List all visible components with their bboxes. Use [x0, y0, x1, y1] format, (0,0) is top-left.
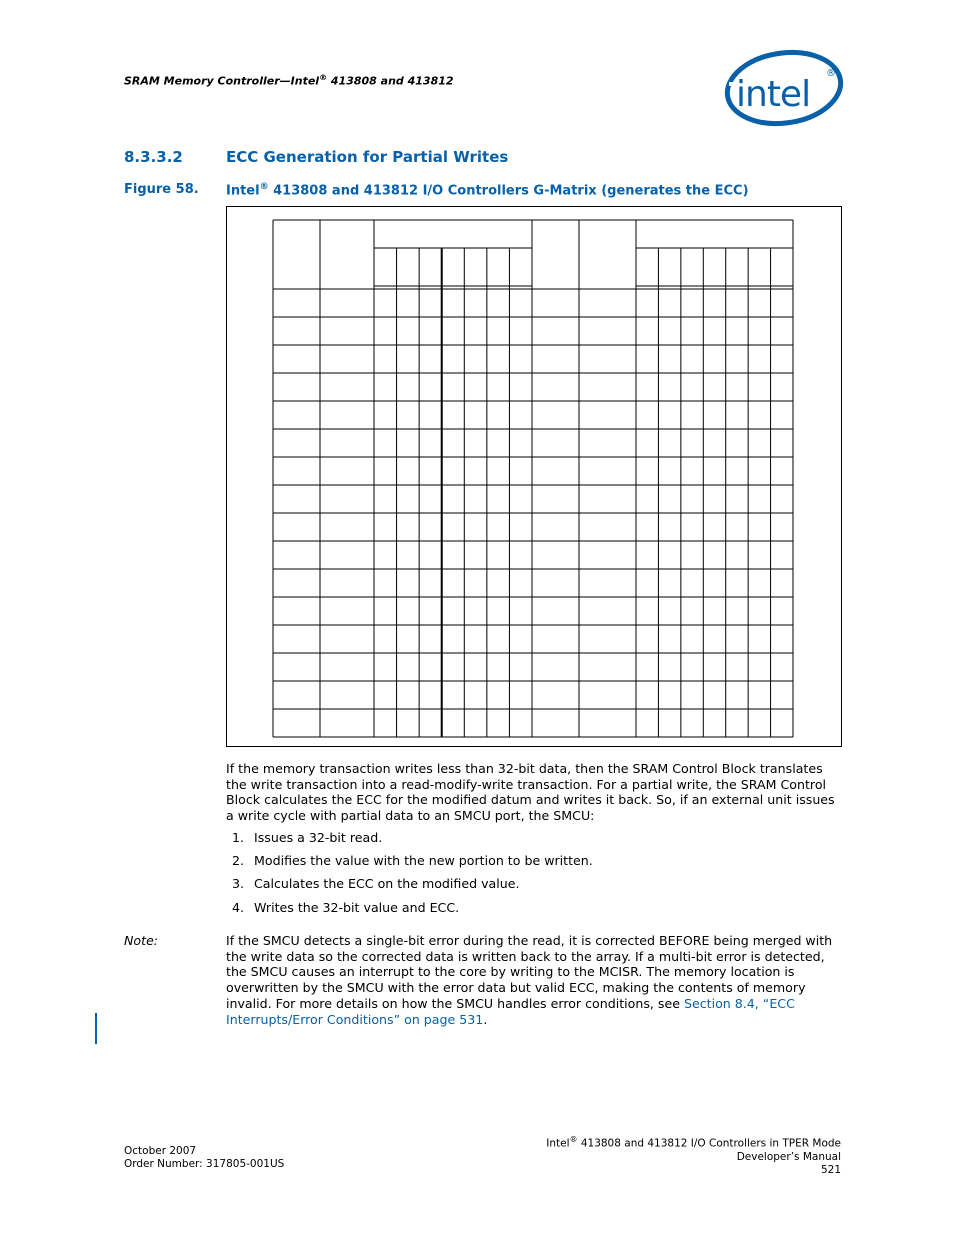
section-title: ECC Generation for Partial Writes [226, 148, 509, 166]
list-item: 3. Calculates the ECC on the modified value. [232, 876, 520, 891]
intel-logo [722, 46, 846, 130]
figure-title: Intel® 413808 and 413812 I/O Controllers G-Matrix (generates the ECC) [226, 182, 749, 199]
section-link[interactable]: Section 8.4, “ECC Interrupts/Error Conditions” on page 531 [226, 995, 795, 1027]
footer-left [124, 1145, 284, 1171]
note-label: Note: [124, 933, 159, 948]
running-header: SRAM Memory Controller—Intel® 413808 and 413812 [124, 73, 454, 88]
footer-order-number: Order Number: 317805-001US [124, 1158, 285, 1170]
footer-doc-subtitle: Developer’s Manual [736, 1150, 841, 1163]
footer-doc-title: Intel® 413808 and 413812 I/O Controllers in TPER Mode [546, 1135, 841, 1150]
list-item: 2. Modifies the value with the new portion to be written. [232, 853, 593, 868]
section-number: 8.3.3.2 [124, 148, 183, 166]
list-item: 4. Writes the 32-bit value and ECC. [232, 900, 460, 915]
footer-right [546, 1133, 841, 1177]
figure-frame [226, 206, 842, 747]
footer-page-number: 521 [820, 1163, 841, 1176]
note-text: If the SMCU detects a single-bit error during the read, it is corrected BEFORE being merged with the write data so the corrected data is written back to the array. If a multi-bit error is detected, the SMCU causes an interrupt to the core by writing to the MCISR. The memory location is overwritten by the SMCU with the error data but valid ECC, making the contents of memory invalid. For more details on how the SMCU handles error conditions, see Section 8.4, “ECC Interrupts/Error Conditions” on page 531. [226, 933, 833, 1027]
footer-date: October 2007 [124, 1145, 197, 1157]
figure-label: Figure 58. [124, 182, 199, 197]
g-matrix-table [227, 207, 843, 748]
svg-text:®: ® [826, 68, 836, 79]
body-paragraph: If the memory transaction writes less than 32-bit data, then the SRAM Control Block translates the write transaction into a read-modify-write transaction. For a partial write, the SRAM Control Block calculates the ECC for the modified datum and writes it back. So, if an external unit issues a write cycle with partial data to an SMCU port, the SMCU: [226, 761, 835, 824]
svg-text:intel: intel [736, 74, 811, 115]
list-item: 1. Issues a 32-bit read. [232, 830, 383, 845]
change-bar [95, 1013, 97, 1044]
